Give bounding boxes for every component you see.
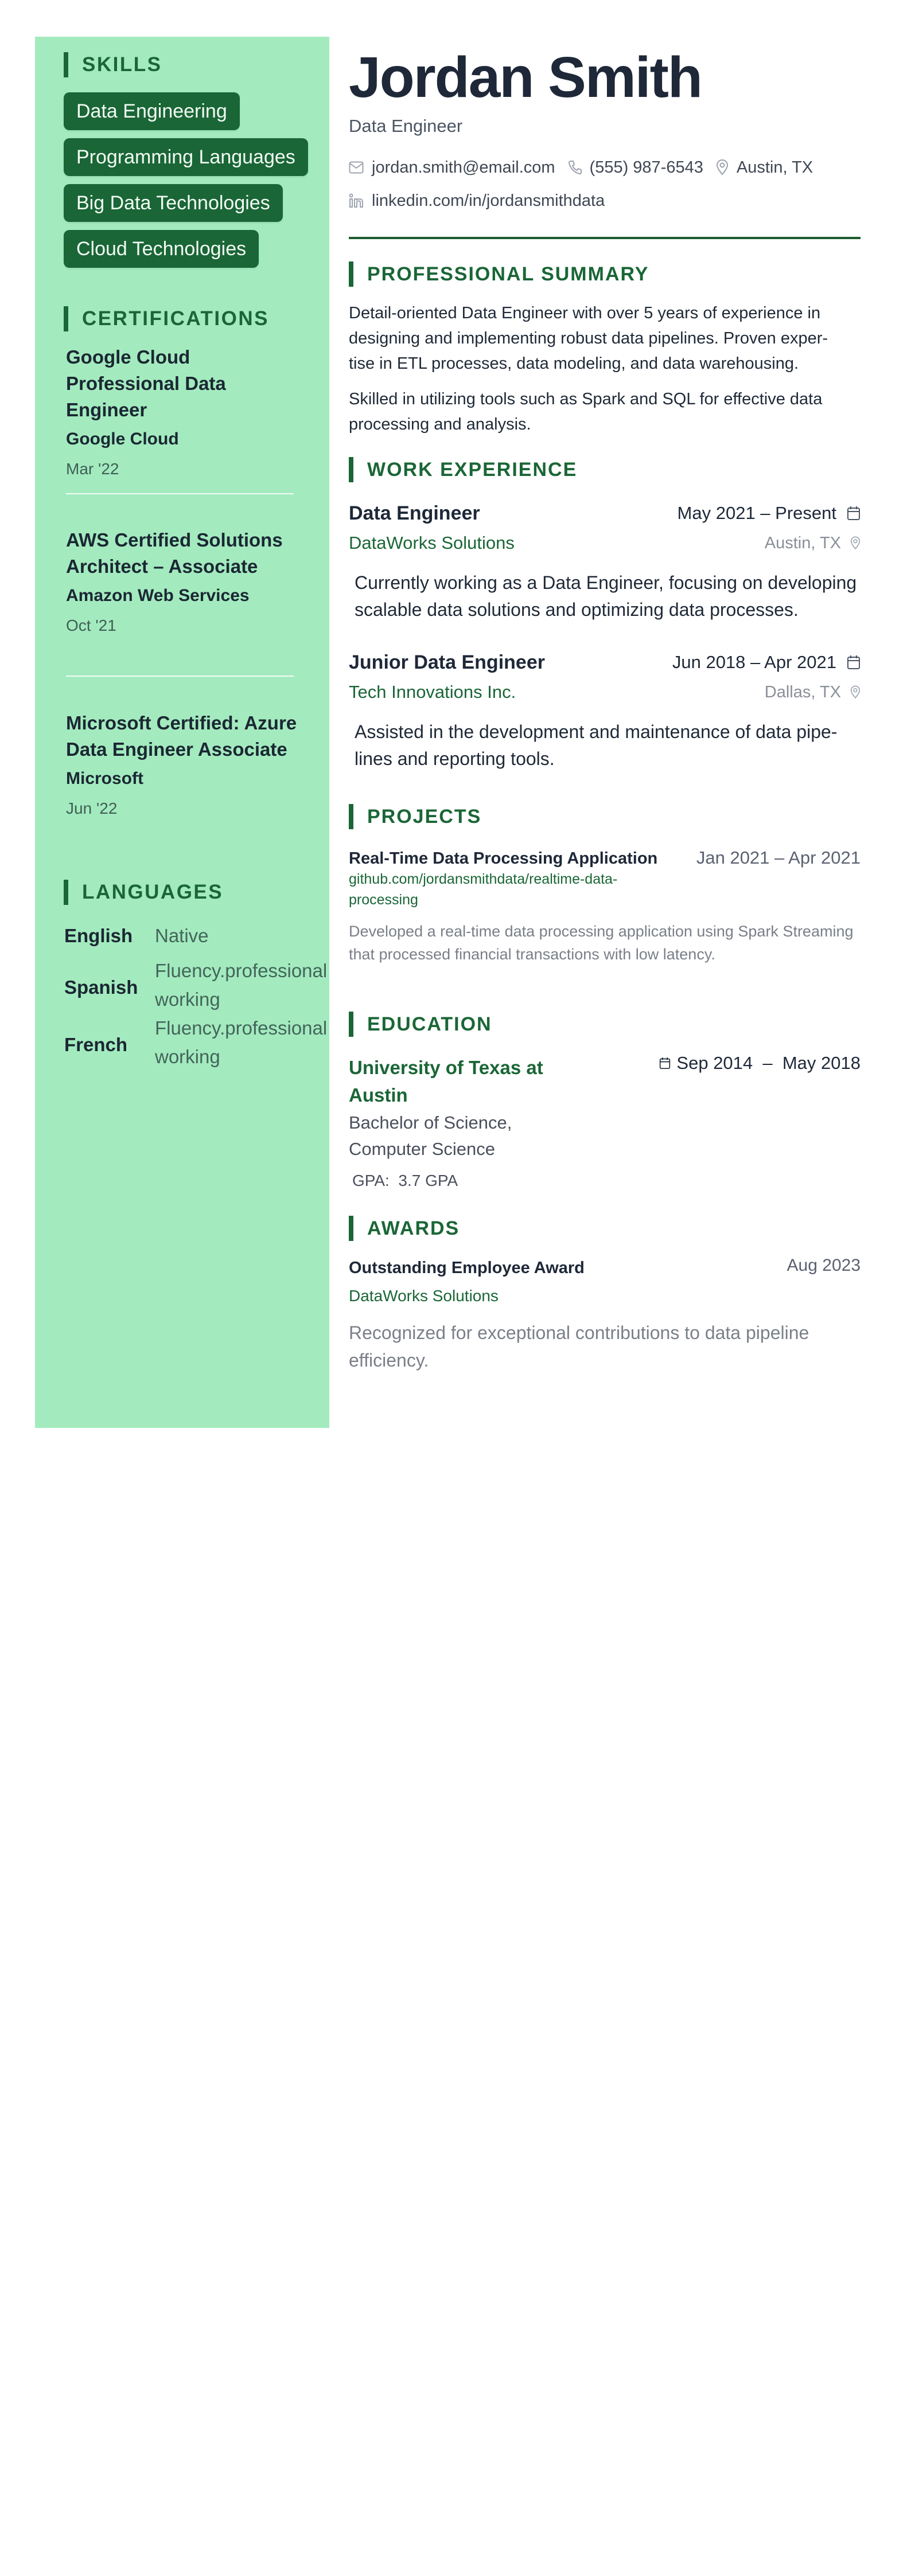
project-dates: Jan 2021 – Apr 2021 bbox=[696, 848, 861, 868]
company-name: Tech Innovations Inc. bbox=[349, 682, 516, 702]
location-text: Austin, TX bbox=[736, 158, 813, 177]
mail-icon bbox=[349, 161, 364, 174]
linkedin-text: linkedin.com/in/jordansmithdata bbox=[372, 192, 605, 210]
position-dates bbox=[672, 650, 861, 675]
company-name: DataWorks Solutions bbox=[349, 533, 515, 553]
language-name: Spanish bbox=[64, 977, 138, 998]
contact-email[interactable] bbox=[349, 156, 555, 179]
map-pin-icon bbox=[716, 159, 729, 175]
language-level: Fluency.professional working bbox=[155, 960, 328, 1010]
education-heading: EDUCATION bbox=[349, 1012, 492, 1037]
skill-tag: Big Data Technologies bbox=[64, 184, 283, 222]
position-location bbox=[765, 530, 861, 556]
awards-heading: AWARDS bbox=[349, 1216, 460, 1241]
experience-item bbox=[349, 650, 861, 782]
certification-item bbox=[66, 527, 301, 636]
award-description: Recognized for exceptional contributions to data pipeline efficiency. bbox=[349, 1322, 809, 1371]
certification-title: AWS Certified Solutions Architect – Associate bbox=[66, 529, 283, 577]
certification-divider bbox=[66, 493, 294, 494]
education-degree: Bachelor of Science, Computer Science bbox=[349, 1113, 512, 1159]
position-location bbox=[765, 680, 861, 705]
summary-paragraph: Skilled in utilizing tools such as Spark and SQL for effective data processing and analysis. bbox=[349, 390, 823, 434]
language-name: English bbox=[64, 925, 133, 946]
summary-paragraph: Detail-oriented Data Engineer with over 5 years of experience in designing and implementing robust data pipelines. Proven exper-tise in ETL processes, data modeling, and data warehousing. bbox=[349, 304, 828, 373]
certification-issuer: Microsoft bbox=[66, 769, 143, 788]
education-dates bbox=[659, 1051, 861, 1076]
education-school: University of Texas at Austin bbox=[349, 1057, 543, 1106]
certification-date: Oct '21 bbox=[66, 616, 116, 634]
header-divider bbox=[349, 237, 861, 239]
certifications-heading: CERTIFICATIONS bbox=[64, 306, 269, 331]
dates-text: Jun 2018 – Apr 2021 bbox=[672, 652, 836, 672]
candidate-name: Jordan Smith bbox=[349, 45, 702, 110]
skill-tag: Programming Languages bbox=[64, 138, 308, 176]
location-text: Dallas, TX bbox=[764, 683, 841, 701]
location-text: Austin, TX bbox=[764, 534, 841, 552]
language-level: Fluency.professional working bbox=[155, 1017, 328, 1067]
main-content bbox=[349, 0, 861, 1434]
languages-heading: LANGUAGES bbox=[64, 880, 223, 905]
summary-heading: PROFESSIONAL SUMMARY bbox=[349, 261, 649, 287]
projects-heading: PROJECTS bbox=[349, 804, 481, 829]
certification-title: Google Cloud Professional Data Engineer bbox=[66, 346, 226, 420]
certification-issuer: Amazon Web Services bbox=[66, 586, 250, 605]
certification-title: Microsoft Certified: Azure Data Engineer Associate bbox=[66, 712, 297, 760]
map-pin-icon bbox=[850, 685, 861, 699]
linkedin-icon bbox=[349, 193, 364, 208]
project-title: Real-Time Data Processing Application bbox=[349, 849, 658, 868]
position-description: Currently working as a Data Engineer, focusing on developing scalable data solutions and optimizing data processes. bbox=[355, 572, 857, 620]
dates-text: May 2021 – Present bbox=[677, 503, 836, 523]
skill-tag: Cloud Technologies bbox=[64, 230, 259, 268]
award-title: Outstanding Employee Award bbox=[349, 1259, 585, 1277]
email-text: jordan.smith@email.com bbox=[372, 158, 555, 177]
calendar-icon bbox=[659, 1057, 671, 1070]
certification-issuer: Google Cloud bbox=[66, 430, 179, 448]
experience-heading: WORK EXPERIENCE bbox=[349, 457, 577, 482]
position-title: Data Engineer bbox=[349, 502, 480, 524]
certification-date: Jun '22 bbox=[66, 799, 118, 817]
position-title: Junior Data Engineer bbox=[349, 651, 545, 673]
certification-item bbox=[66, 344, 301, 479]
phone-icon bbox=[568, 160, 582, 175]
award-organization: DataWorks Solutions bbox=[349, 1287, 499, 1305]
contact-location bbox=[716, 156, 813, 179]
contact-row bbox=[349, 156, 826, 179]
skill-tag: Data Engineering bbox=[64, 92, 240, 130]
calendar-icon bbox=[847, 506, 861, 521]
job-title-headline: Data Engineer bbox=[349, 116, 463, 136]
language-level: Native bbox=[155, 925, 209, 946]
certification-item bbox=[66, 710, 301, 819]
calendar-icon bbox=[847, 655, 861, 670]
certification-date: Mar '22 bbox=[66, 460, 119, 478]
education-gpa: GPA: 3.7 GPA bbox=[352, 1172, 458, 1189]
phone-text: (555) 987-6543 bbox=[589, 158, 703, 177]
skills-heading: SKILLS bbox=[64, 52, 162, 77]
sidebar bbox=[35, 37, 329, 1428]
certification-divider bbox=[66, 676, 294, 677]
contact-phone[interactable] bbox=[568, 156, 703, 179]
position-description: Assisted in the development and maintenance of data pipe-lines and reporting tools. bbox=[355, 721, 838, 769]
contact-row-linkedin bbox=[349, 189, 617, 212]
project-link[interactable]: github.com/jordansmithdata/realtime-data-processing bbox=[349, 871, 618, 908]
contact-linkedin[interactable] bbox=[349, 189, 605, 212]
project-description: Developed a real-time data processing application using Spark Streaming that processed financial transactions with low latency. bbox=[349, 923, 854, 963]
dates-text: Sep 2014 – May 2018 bbox=[676, 1053, 861, 1073]
experience-item bbox=[349, 501, 861, 633]
position-dates bbox=[678, 501, 861, 526]
map-pin-icon bbox=[850, 536, 861, 550]
award-date: Aug 2023 bbox=[787, 1256, 861, 1275]
language-name: French bbox=[64, 1034, 128, 1055]
